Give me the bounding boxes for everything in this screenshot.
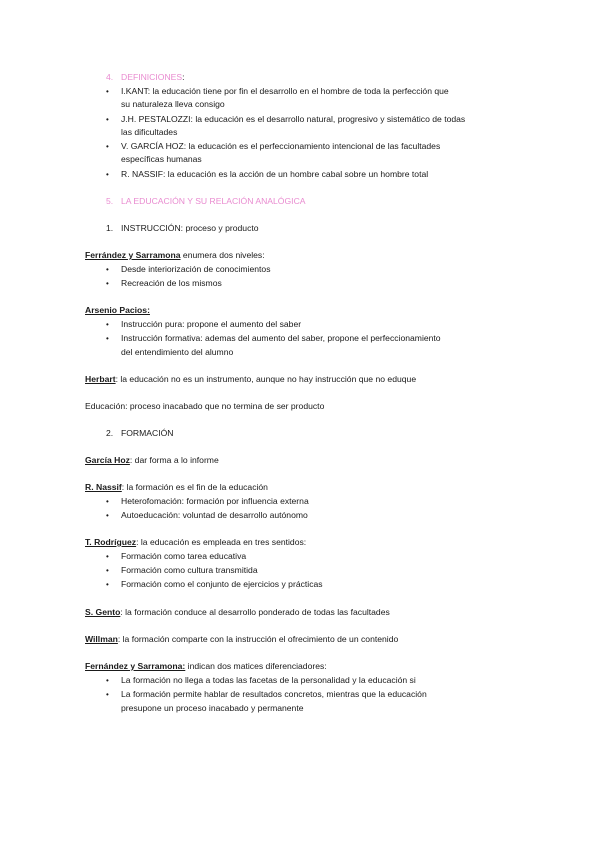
paragraph-text: : la formación comparte con la instrucción el ofrecimiento de un contenido — [117, 634, 399, 644]
section-4-title: DEFINICIONES — [121, 72, 183, 82]
bullet: • — [106, 320, 109, 329]
fernandez-paragraph — [85, 661, 327, 672]
subsection-2-title: FORMACIÓN — [121, 428, 174, 438]
author-name: S. Gento — [85, 607, 121, 617]
bullet: • — [106, 690, 109, 699]
section-4-colon: : — [182, 72, 185, 82]
bullet: • — [106, 279, 109, 288]
bullet: • — [106, 676, 109, 685]
bullet: • — [106, 566, 109, 575]
educacion-paragraph: Educación: proceso inacabado que no termina de ser producto — [85, 401, 325, 411]
bullet: • — [106, 552, 109, 561]
bullet: • — [106, 142, 109, 151]
subsection-1-title: INSTRUCCIÓN: proceso y producto — [121, 223, 259, 233]
subsection-1-number: 1. — [106, 223, 114, 233]
pacios-author: Arsenio Pacios: — [85, 305, 150, 315]
list-item: Autoeducación: voluntad de desarrollo autónomo — [121, 510, 308, 520]
paragraph-text: : la educación no es un instrumento, aunque no hay instrucción que no eduque — [115, 374, 417, 384]
author-name: Fernández y Sarramona: — [85, 661, 186, 671]
list-item: La formación no llega a todas las facetas de la personalidad y la educación si — [121, 675, 416, 685]
list-item: Recreación de los mismos — [121, 278, 222, 288]
paragraph-text: : la educación es empleada en tres sentidos: — [136, 537, 307, 547]
author-name: R. Nassif — [85, 482, 122, 492]
definition-pestalozzi-line2: las dificultades — [121, 127, 178, 137]
paragraph-text: enumera dos niveles: — [180, 250, 265, 260]
author-name: Herbart — [85, 374, 116, 384]
author-name: García Hoz — [85, 455, 130, 465]
definition-nassif: R. NASSIF: la educación es la acción de un hombre cabal sobre un hombre total — [121, 169, 429, 179]
definition-garcia-line2: específicas humanas — [121, 154, 202, 164]
author-name: T. Rodríguez — [85, 537, 137, 547]
definition-pestalozzi-line1: J.H. PESTALOZZI: la educación es el desarrollo natural, progresivo y sistemático de todas — [121, 114, 466, 124]
nassif-paragraph — [85, 482, 268, 493]
list-item: Formación como el conjunto de ejercicios y prácticas — [121, 579, 323, 589]
section-4-number: 4. — [106, 72, 114, 82]
willman-paragraph — [85, 634, 398, 645]
gento-paragraph — [85, 607, 390, 618]
list-item-line1: Instrucción formativa: ademas del aumento del saber, propone el perfeccionamiento — [121, 333, 441, 343]
list-item: Desde interiorización de conocimientos — [121, 264, 271, 274]
section-5-title: LA EDUCACIÓN Y SU RELACIÓN ANALÓGICA — [121, 196, 306, 206]
subsection-2-number: 2. — [106, 428, 114, 438]
bullet: • — [106, 265, 109, 274]
definition-kant-line2: su naturaleza lleva consigo — [121, 99, 225, 109]
section-5-number: 5. — [106, 196, 114, 206]
definition-garcia-line1: V. GARCÍA HOZ: la educación es el perfeccionamiento intencional de las facultades — [121, 141, 441, 151]
list-item: Formación como tarea educativa — [121, 551, 247, 561]
ferrandez-paragraph — [85, 250, 265, 261]
paragraph-text: : la formación conduce al desarrollo ponderado de todas las facultades — [120, 607, 390, 617]
bullet: • — [106, 170, 109, 179]
list-item-line1: La formación permite hablar de resultados concretos, mientras que la educación — [121, 689, 427, 699]
bullet: • — [106, 580, 109, 589]
paragraph-text: : la formación es el fin de la educación — [121, 482, 268, 492]
bullet: • — [106, 87, 109, 96]
definition-kant-line1: I.KANT: la educación tiene por fin el desarrollo en el hombre de toda la perfección que — [121, 86, 449, 96]
bullet: • — [106, 115, 109, 124]
list-item: Formación como cultura transmitida — [121, 565, 258, 575]
garcia-paragraph — [85, 455, 219, 466]
bullet: • — [106, 497, 109, 506]
paragraph-text: indican dos matices diferenciadores: — [185, 661, 327, 671]
herbart-paragraph — [85, 374, 416, 385]
bullet: • — [106, 334, 109, 343]
list-item-line2: del entendimiento del alumno — [121, 347, 234, 357]
author-name: Ferrández y Sarramona — [85, 250, 181, 260]
rodriguez-paragraph — [85, 537, 306, 548]
section-4-heading — [121, 72, 185, 83]
paragraph-text: : dar forma a lo informe — [129, 455, 219, 465]
author-name: Willman — [85, 634, 118, 644]
list-item: Instrucción pura: propone el aumento del saber — [121, 319, 302, 329]
bullet: • — [106, 511, 109, 520]
list-item: Heterofomación: formación por influencia externa — [121, 496, 309, 506]
list-item-line2: presupone un proceso inacabado y permanente — [121, 703, 304, 713]
